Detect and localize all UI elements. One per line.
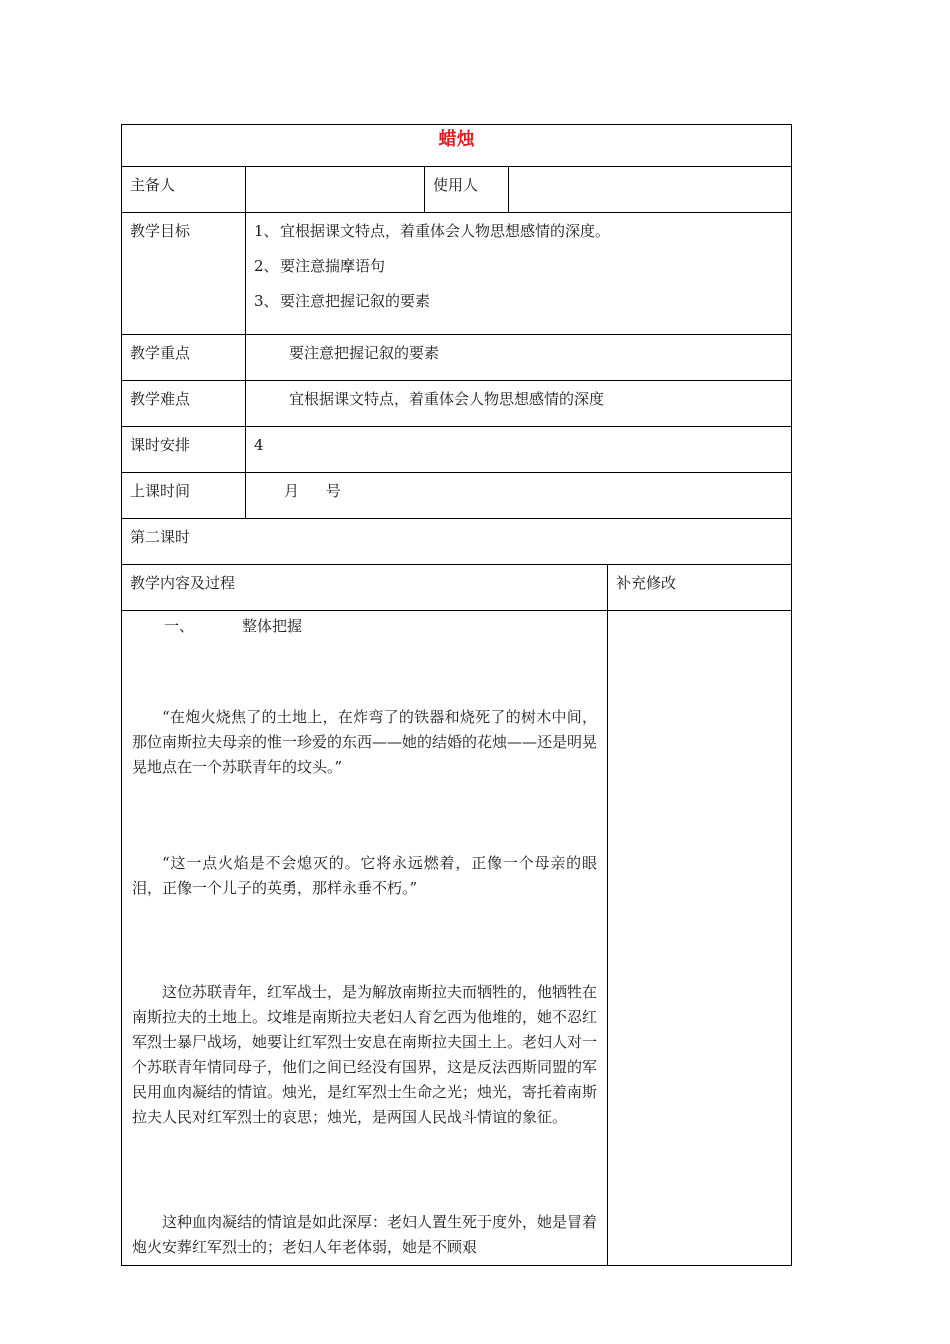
goals-list (246, 213, 792, 335)
goal-item (254, 290, 783, 312)
preparer-label: 主备人 (122, 167, 246, 213)
lesson-plan-table (121, 124, 792, 1266)
content-header-row (122, 565, 792, 611)
day-label: 号 (325, 482, 341, 500)
analysis-paragraph-1: 这位苏联青年，红军战士，是为解放南斯拉夫而牺牲的，他牺牲在南斯拉夫的土地上。坟堆是南斯拉夫老妇人育乞西为他堆的，她不忍红军烈士暴尸战场，她要让红军烈士安息在南斯拉夫国土上。老妇人对一个苏联青年情同母子，他们之间已经没有国界，这是反法西斯同盟的军民用血肉凝结的情谊。烛光，是红军烈士生命之光；烛光，寄托着南斯拉夫人民对红军烈士的哀思；烛光，是两国人民战斗情谊的象征。 (132, 983, 598, 1126)
goals-row (122, 213, 792, 335)
content-header: 教学内容及过程 (122, 565, 608, 611)
content-row (122, 611, 792, 1266)
section-number: 一、 (164, 617, 195, 635)
goal-text: 要注意把握记叙的要素 (280, 292, 431, 310)
section-heading (132, 615, 597, 637)
goal-number: 1、 (254, 222, 279, 240)
goals-label: 教学目标 (122, 213, 246, 335)
preparer-value (246, 167, 425, 213)
difficulty-label: 教学难点 (122, 381, 246, 427)
difficulty-row (122, 381, 792, 427)
key-point-row (122, 335, 792, 381)
lesson-label: 第二课时 (122, 519, 792, 565)
key-point-label: 教学重点 (122, 335, 246, 381)
goal-number: 2、 (254, 257, 279, 275)
goal-item (254, 255, 783, 277)
goal-text: 要注意揣摩语句 (280, 257, 386, 275)
quote-paragraph-1: “在炮火烧焦了的土地上，在炸弯了的铁器和烧死了的树木中间，那位南斯拉夫母亲的惟一珍爱的东西——她的结婚的花烛——还是明晃晃地点在一个苏联青年的坟头。” (132, 708, 598, 776)
quote-paragraph-2: “这一点火焰是不会熄灭的。它将永远燃着，正像一个母亲的眼泪，正像一个儿子的英勇，那样永垂不朽。” (132, 854, 597, 897)
class-time-row (122, 473, 792, 519)
key-point-value: 要注意把握记叙的要素 (246, 335, 792, 381)
class-time-label: 上课时间 (122, 473, 246, 519)
document-title: 蜡烛 (122, 125, 792, 167)
hours-value: 4 (246, 427, 792, 473)
section-title: 整体把握 (242, 617, 303, 635)
hours-row (122, 427, 792, 473)
class-time-value (246, 473, 792, 519)
hours-label: 课时安排 (122, 427, 246, 473)
goal-text: 宜根据课文特点，着重体会人物思想感情的深度。 (280, 222, 611, 240)
month-label: 月 (284, 482, 300, 500)
revision-header: 补充修改 (608, 565, 792, 611)
title-row (122, 125, 792, 167)
content-body (122, 611, 608, 1266)
preparer-row (122, 167, 792, 213)
goal-item (254, 220, 783, 242)
user-label: 使用人 (425, 167, 509, 213)
analysis-paragraph-2: 这种血肉凝结的情谊是如此深厚：老妇人置生死于度外，她是冒着炮火安葬红军烈士的；老妇人年老体弱，她是不顾艰 (132, 1213, 598, 1256)
revision-column (608, 611, 792, 1266)
difficulty-value: 宜根据课文特点，着重体会人物思想感情的深度 (246, 381, 792, 427)
user-value (509, 167, 792, 213)
lesson-row (122, 519, 792, 565)
goal-number: 3、 (254, 292, 279, 310)
